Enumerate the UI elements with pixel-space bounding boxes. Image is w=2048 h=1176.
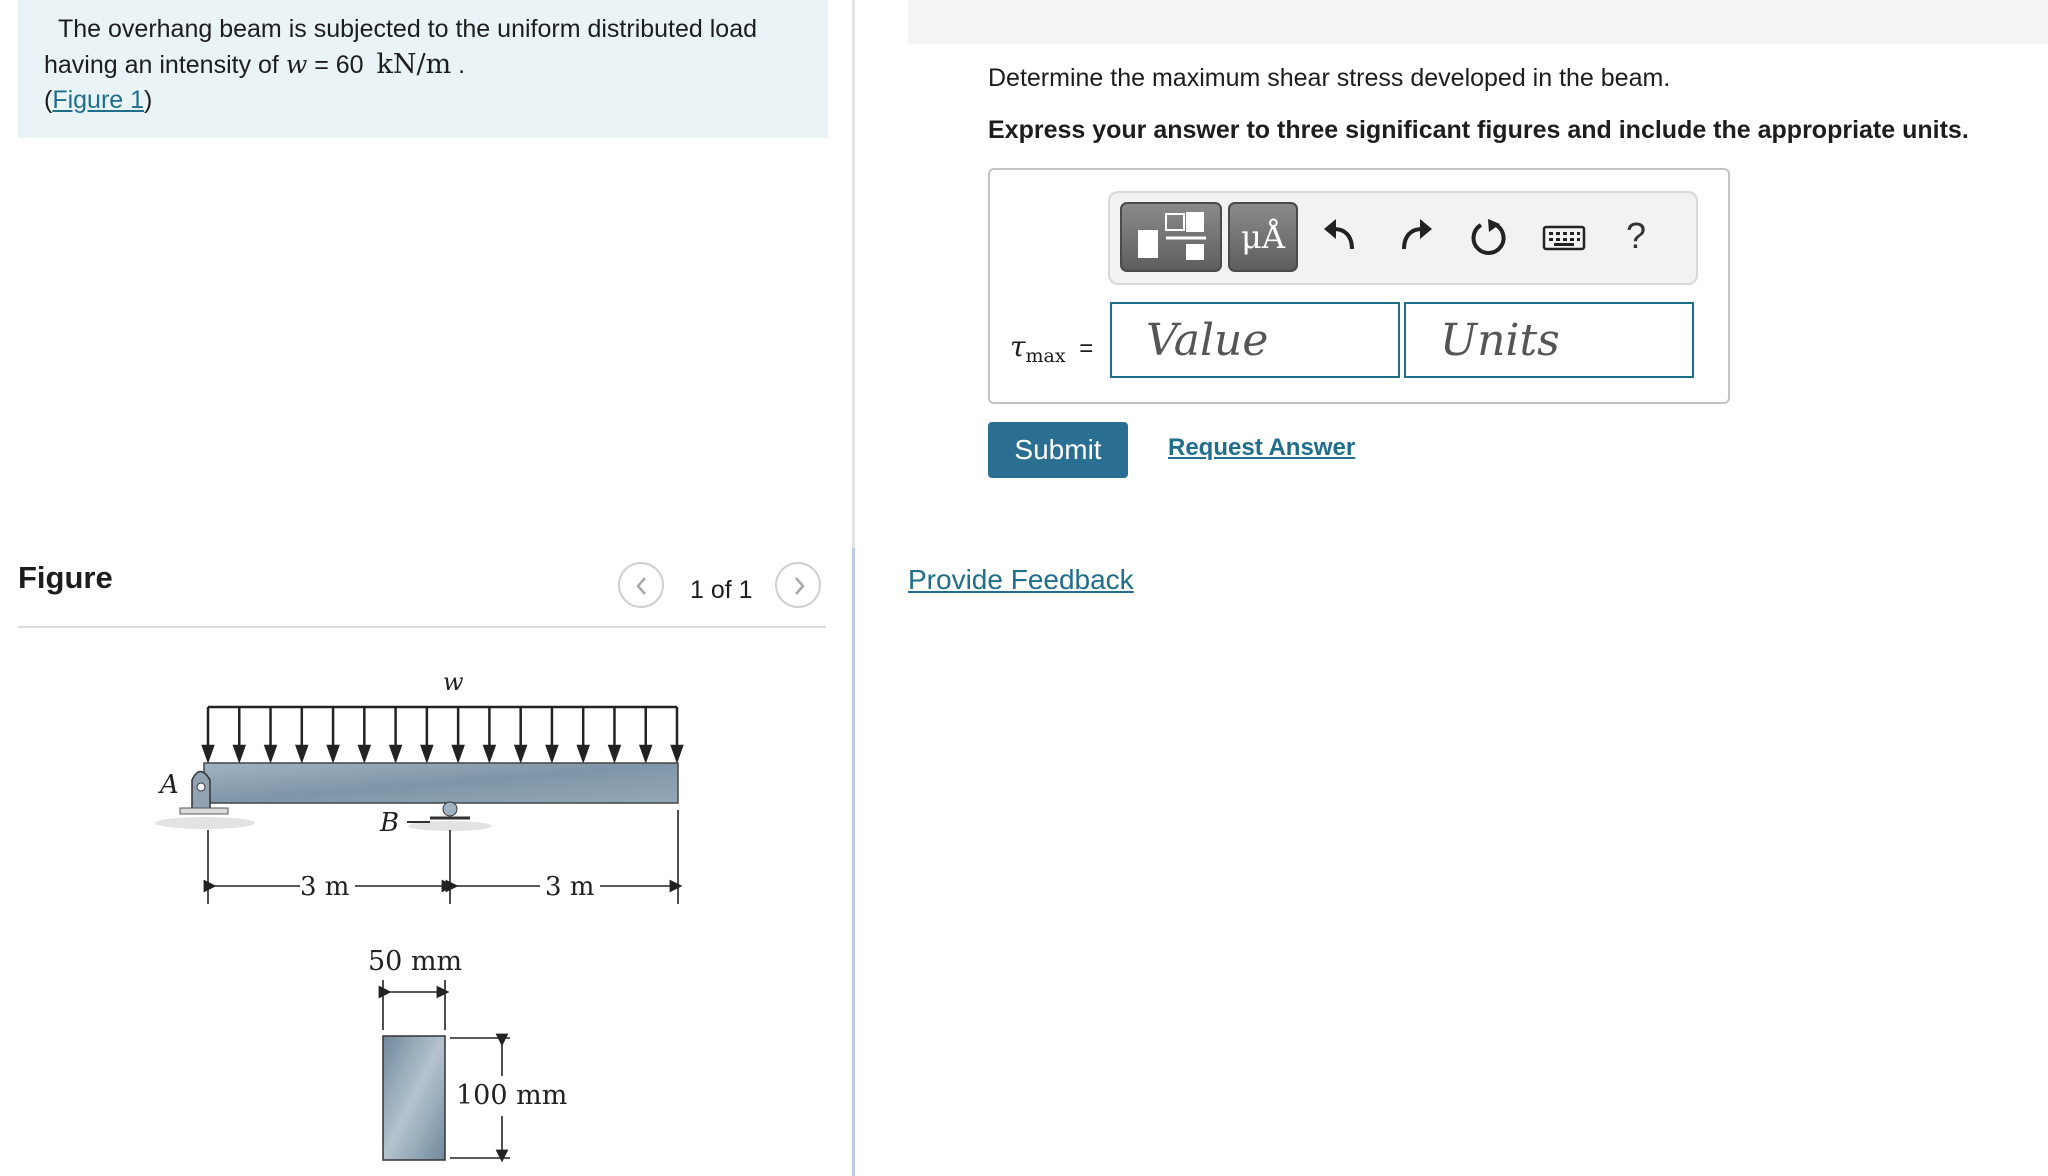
load-value: = 60 bbox=[314, 51, 364, 79]
reset-icon bbox=[1464, 213, 1512, 261]
load-arrowhead bbox=[328, 746, 338, 760]
load-arrowhead bbox=[359, 746, 369, 760]
question-prompt: Determine the maximum shear stress developed in the beam. bbox=[988, 64, 1671, 92]
figure-1-link[interactable]: Figure 1 bbox=[52, 86, 145, 114]
next-figure-button[interactable] bbox=[775, 562, 821, 608]
section-width-label: 50 mm bbox=[368, 946, 463, 977]
tau-symbol: τ bbox=[1010, 330, 1026, 363]
load-arrowhead bbox=[203, 746, 213, 760]
load-arrowhead bbox=[422, 746, 432, 760]
problem-line-2 bbox=[44, 47, 804, 83]
figure-divider bbox=[18, 626, 826, 628]
problem-line-2-prefix: having an intensity of bbox=[44, 51, 279, 79]
load-arrowhead bbox=[484, 746, 494, 760]
load-arrowhead bbox=[578, 746, 588, 760]
load-arrowhead bbox=[391, 746, 401, 760]
span-label-1: 3 m bbox=[300, 872, 350, 902]
beam bbox=[204, 763, 678, 803]
load-symbol: w bbox=[285, 50, 308, 79]
value-input[interactable] bbox=[1110, 302, 1400, 378]
previous-figure-button[interactable] bbox=[618, 562, 664, 608]
span-label-2: 3 m bbox=[545, 872, 595, 902]
distributed-load-arrows bbox=[203, 707, 682, 760]
redo-button[interactable] bbox=[1392, 213, 1440, 261]
load-arrowhead bbox=[547, 746, 557, 760]
load-arrowhead bbox=[609, 746, 619, 760]
request-answer-link[interactable]: Request Answer bbox=[1168, 434, 1356, 461]
load-arrowhead bbox=[672, 746, 682, 760]
chevron-right-icon bbox=[789, 575, 809, 597]
beam-figure bbox=[140, 660, 740, 1176]
units-input[interactable] bbox=[1404, 302, 1694, 378]
undo-icon bbox=[1316, 213, 1364, 261]
units-button-label: μÅ bbox=[1241, 218, 1285, 256]
keyboard-button[interactable] bbox=[1540, 213, 1590, 261]
figure-page-indicator: 1 of 1 bbox=[690, 576, 753, 604]
answer-instruction: Express your answer to three significant figures and include the appropriate units. bbox=[988, 116, 1969, 144]
submit-button[interactable]: Submit bbox=[988, 422, 1128, 478]
figure-ref-open-paren: ( bbox=[44, 86, 53, 114]
provide-feedback-link[interactable]: Provide Feedback bbox=[908, 564, 1134, 595]
roller-support-B bbox=[408, 802, 492, 831]
answer-variable-label bbox=[1010, 330, 1093, 367]
units-button[interactable] bbox=[1228, 202, 1298, 272]
fraction-template-icon bbox=[1122, 204, 1220, 270]
load-arrowhead bbox=[516, 746, 526, 760]
tau-subscript: max bbox=[1025, 344, 1066, 367]
templates-button[interactable] bbox=[1120, 202, 1222, 272]
load-arrowhead bbox=[234, 746, 244, 760]
reset-button[interactable] bbox=[1464, 213, 1512, 261]
chevron-left-icon bbox=[632, 575, 652, 597]
figure-reference bbox=[44, 83, 804, 118]
beam-cross-section bbox=[383, 1036, 445, 1160]
section-width-dimension bbox=[383, 980, 445, 1030]
help-button[interactable] bbox=[1614, 213, 1662, 261]
figure-title: Figure bbox=[18, 560, 113, 595]
keyboard-icon bbox=[1540, 213, 1590, 261]
support-label-B: B bbox=[380, 808, 400, 838]
problem-line-1: The overhang beam is subjected to the uniform distributed load bbox=[58, 15, 758, 43]
sentence-period: . bbox=[458, 51, 466, 79]
figure-ref-close-paren: ) bbox=[144, 86, 153, 114]
section-height-label: 100 mm bbox=[456, 1080, 568, 1111]
help-icon: ? bbox=[1626, 215, 1647, 256]
load-arrowhead bbox=[266, 746, 276, 760]
load-unit: kN/m bbox=[376, 49, 452, 80]
equals-sign: = bbox=[1079, 335, 1094, 362]
header-strip bbox=[908, 0, 2048, 44]
problem-statement bbox=[44, 12, 804, 118]
undo-button[interactable] bbox=[1316, 213, 1364, 261]
load-label-w: w bbox=[443, 668, 464, 696]
load-arrowhead bbox=[297, 746, 307, 760]
redo-icon bbox=[1392, 213, 1440, 261]
load-arrowhead bbox=[453, 746, 463, 760]
panel-divider-accent bbox=[852, 548, 855, 1176]
support-label-A: A bbox=[160, 770, 179, 800]
load-arrowhead bbox=[641, 746, 651, 760]
